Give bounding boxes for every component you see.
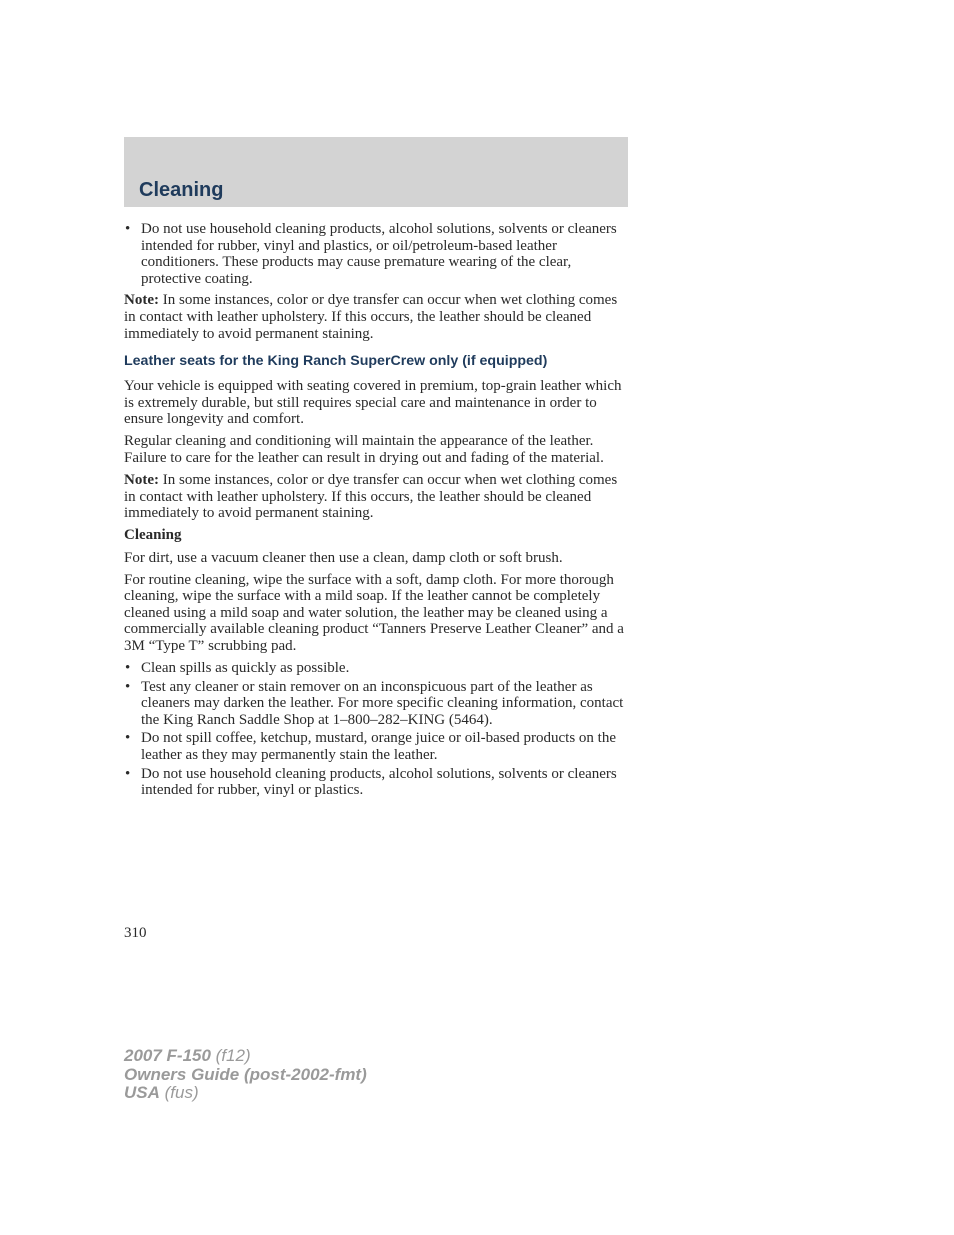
footer-line-model bbox=[124, 1047, 367, 1066]
note-text: In some instances, color or dye transfer can occur when wet clothing comes in contact with leather upholstery. If this occurs, the leather should be cleaned immediately to avoid permanent staining. bbox=[124, 292, 618, 342]
intro-bullet-list bbox=[124, 221, 630, 287]
page-number: 310 bbox=[124, 925, 147, 941]
page-content bbox=[124, 221, 630, 804]
footer-model-code: (f12) bbox=[210, 1046, 251, 1065]
section-title: Cleaning bbox=[139, 179, 224, 201]
list-item: • Do not use household cleaning products, alcohol solutions, solvents or cleaners intended for rubber, vinyl and plastics, or oil/petroleum-based leather conditioners. These products may cause premature wearing of the clear, protective coating. bbox=[124, 221, 630, 287]
note-label: Note: bbox=[124, 472, 159, 489]
body-paragraph: For dirt, use a vacuum cleaner then use a clean, damp cloth or soft brush. bbox=[124, 549, 563, 566]
footer-line-market bbox=[124, 1084, 367, 1103]
note-paragraph bbox=[124, 472, 630, 522]
document-footer bbox=[124, 1047, 367, 1103]
list-item: • Clean spills as quickly as possible. bbox=[124, 660, 630, 677]
footer-model: 2007 F-150 bbox=[124, 1046, 211, 1065]
list-item: • Do not use household cleaning products, alcohol solutions, solvents or cleaners intended for rubber, vinyl or plastics. bbox=[124, 766, 630, 799]
note-text: In some instances, color or dye transfer can occur when wet clothing comes in contact with leather upholstery. If this occurs, the leather should be cleaned immediately to avoid permanent staining. bbox=[124, 472, 618, 522]
cleaning-bullet-list bbox=[124, 660, 630, 799]
list-item: • Test any cleaner or stain remover on an inconspicuous part of the leather as cleaners may darken the leather. For more specific cleaning information, contact the King Ranch Saddle Shop at 1–800–282–KING (5464). bbox=[124, 679, 630, 729]
note-paragraph bbox=[124, 292, 630, 342]
section-header-band bbox=[124, 137, 628, 207]
note-label: Note: bbox=[124, 292, 159, 309]
body-paragraph: For routine cleaning, wipe the surface with a soft, damp cloth. For more thorough cleaning, wipe the surface with a mild soap. If the leather cannot be completely cleaned using a mild soap and water solution, the leather may be cleaned using a commercially available cleaning product “Tanners Preserve Leather Cleaner” and a 3M “Type T” scrubbing pad. bbox=[124, 571, 624, 654]
footer-line-guide bbox=[124, 1066, 367, 1085]
body-paragraph: Regular cleaning and conditioning will maintain the appearance of the leather. Failure to care for the leather can result in drying out and fading of the material. bbox=[124, 433, 604, 467]
footer-market-code: (fus) bbox=[159, 1083, 199, 1102]
body-paragraph: Your vehicle is equipped with seating covered in premium, top-grain leather which is extremely durable, but still requires special care and maintenance in order to ensure longevity and comfort. bbox=[124, 378, 622, 428]
section-heading: Leather seats for the King Ranch SuperCrew only (if equipped) bbox=[124, 353, 548, 370]
footer-guide: Owners Guide (post-2002-fmt) bbox=[124, 1064, 367, 1084]
list-item: • Do not spill coffee, ketchup, mustard, orange juice or oil-based products on the leather as they may permanently stain the leather. bbox=[124, 730, 630, 763]
footer-market: USA bbox=[124, 1083, 160, 1102]
cleaning-subheading: Cleaning bbox=[124, 527, 182, 544]
